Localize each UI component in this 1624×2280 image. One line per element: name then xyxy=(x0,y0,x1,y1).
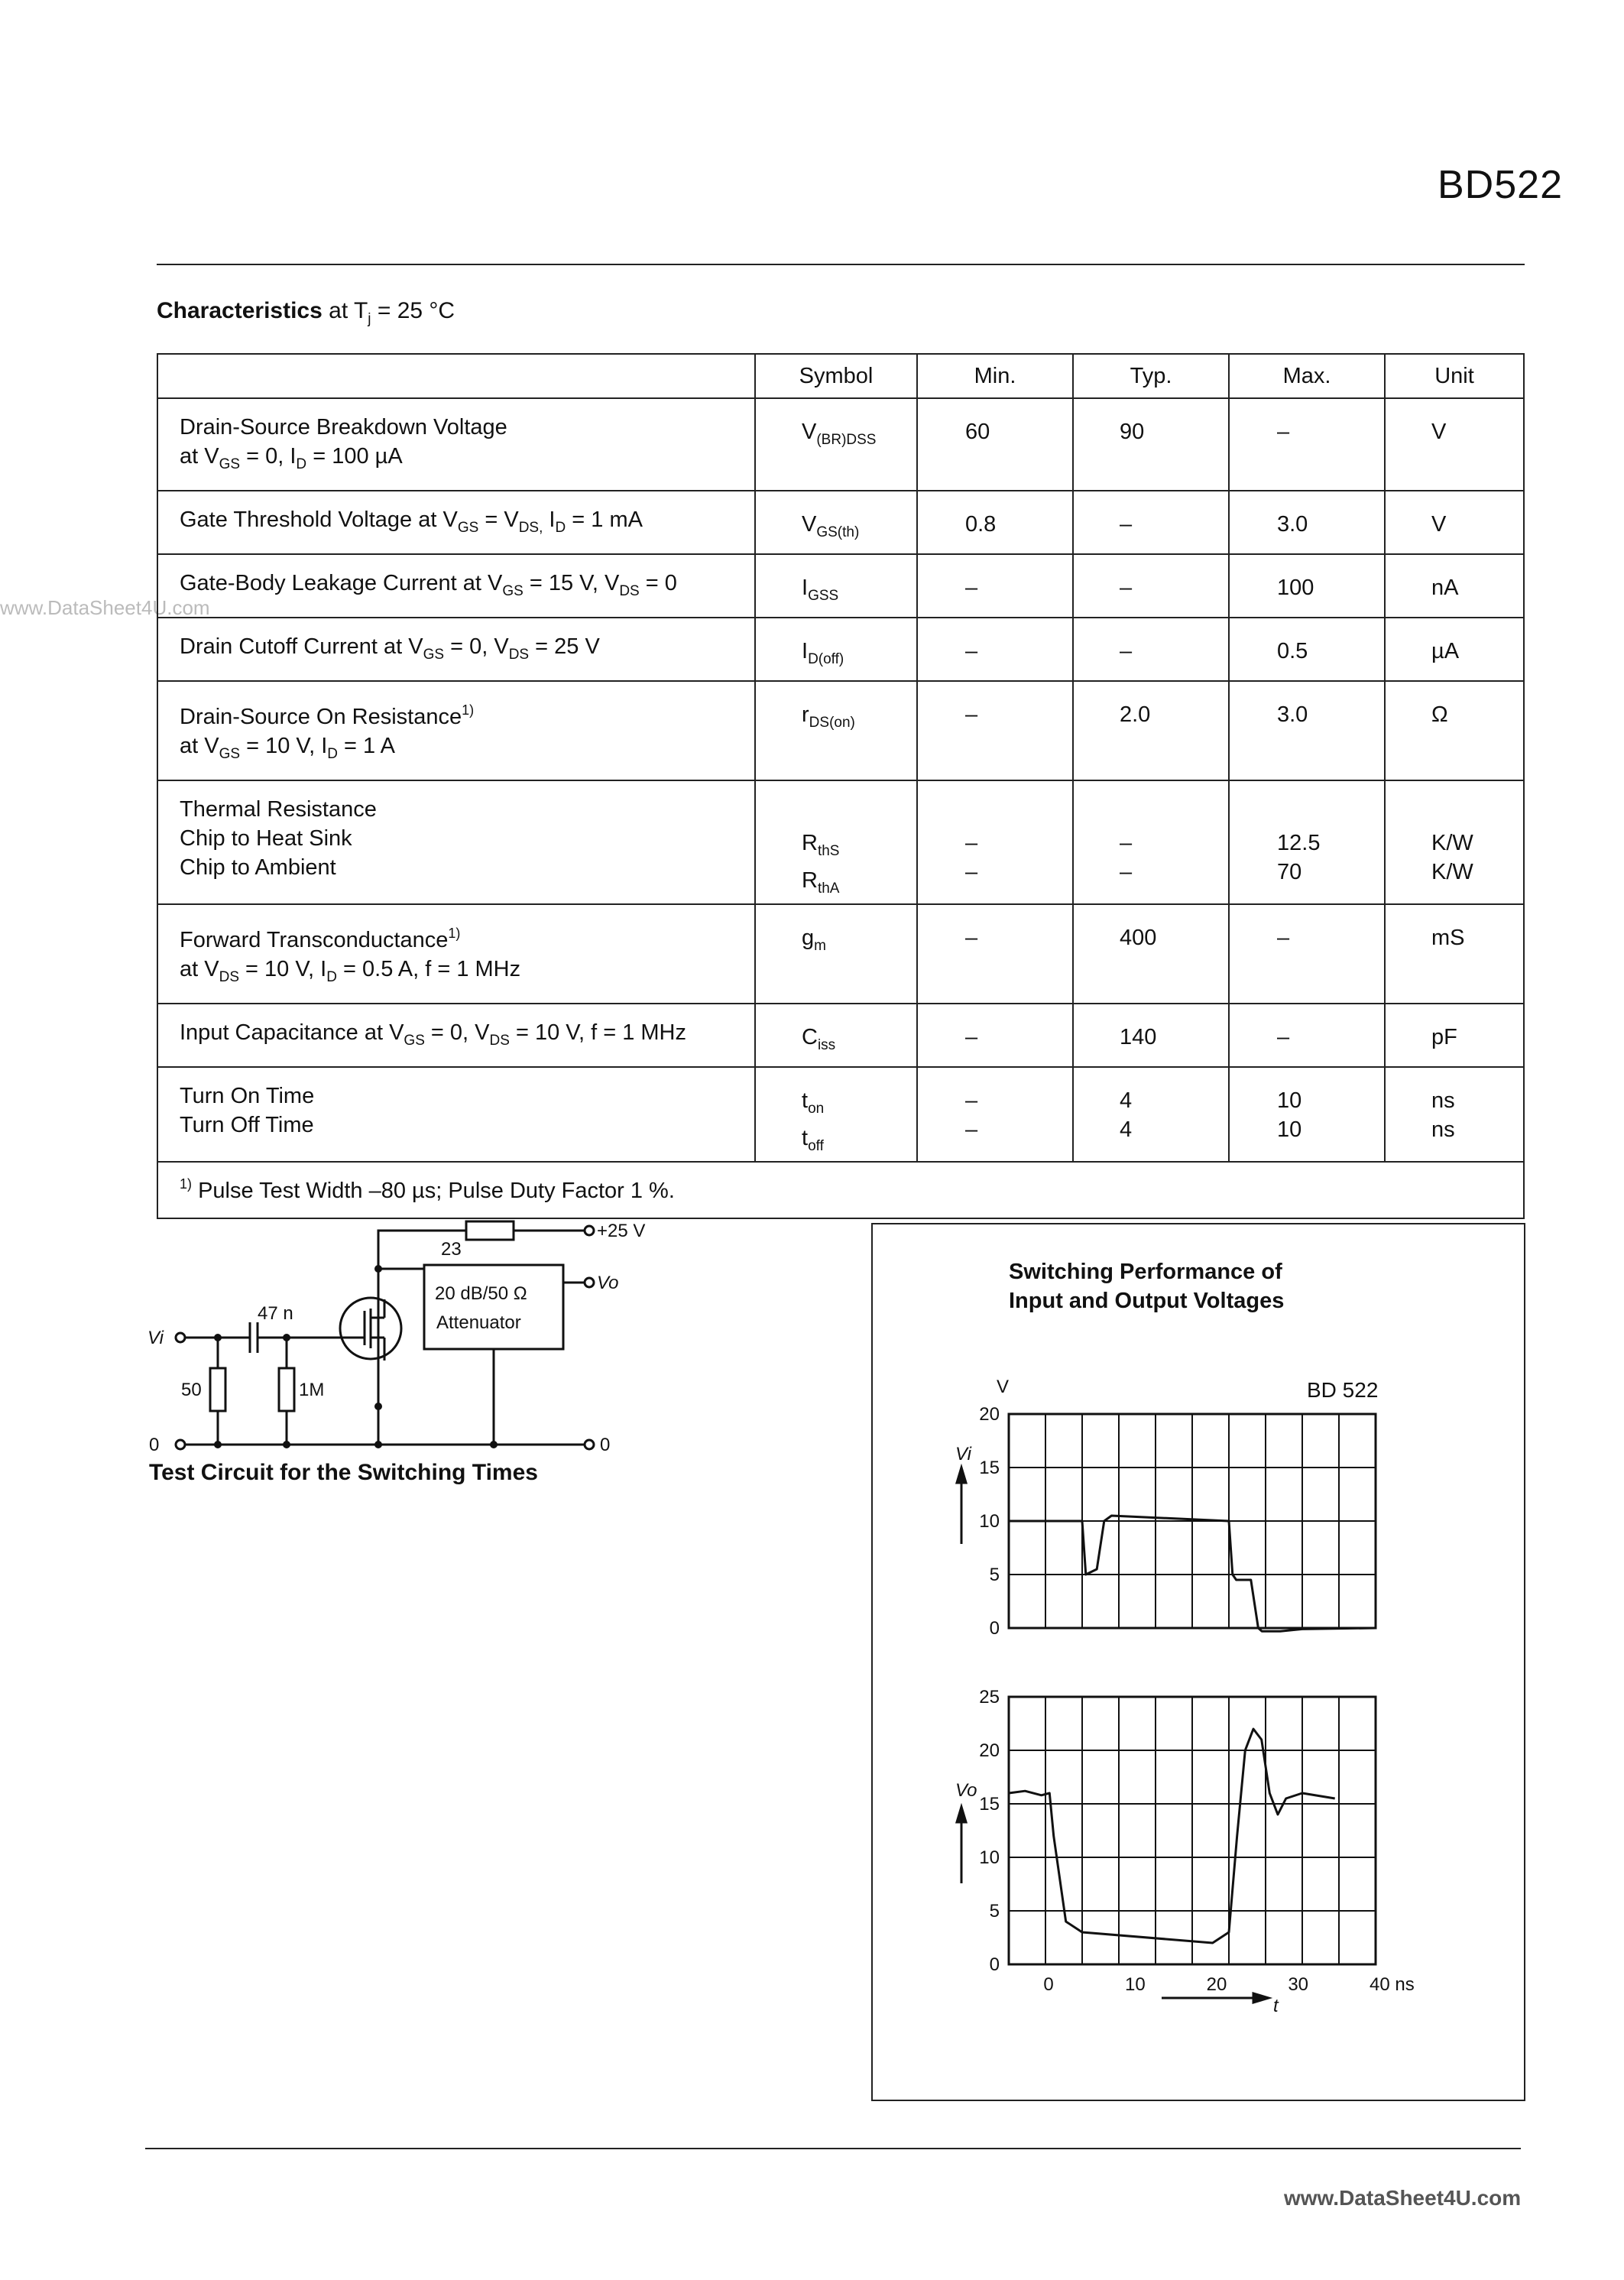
graph-title: Switching Performance of Input and Output Voltages xyxy=(1009,1260,1285,1313)
symbol-column-header: Symbol xyxy=(755,354,917,398)
y-tick-label: 20 xyxy=(979,1740,1000,1761)
param-cell: Drain-Source Breakdown Voltage at $V_{GS} = 0$, $I_D = 100$ µA xyxy=(157,398,755,491)
symbol-cell: $V_{(BR)DSS}$ xyxy=(755,398,917,491)
param-cell: Forward Transconductance$^{1)}$ at $V_{DS} = 10$ V, $I_D = 0.5$ A, f = 1 MHz xyxy=(157,904,755,1004)
input-resistor xyxy=(210,1368,225,1411)
table-row xyxy=(157,780,1524,904)
drain-resistor xyxy=(466,1221,514,1240)
ground-right-label: 0 xyxy=(600,1435,611,1452)
typ-cell: 90 xyxy=(1073,398,1229,491)
bottom-rule xyxy=(145,2148,1521,2149)
vo-axis-label: Vo xyxy=(955,1780,977,1801)
supply-terminal xyxy=(585,1226,594,1235)
unit-cell: mS xyxy=(1385,904,1524,1004)
vi-plot xyxy=(979,1404,1376,1639)
circuit-caption: Test Circuit for the Switching Times xyxy=(149,1460,538,1485)
vo-plot xyxy=(979,1687,1414,1995)
y-tick-label: 5 xyxy=(989,1901,1000,1922)
min-cell: – xyxy=(917,1004,1073,1067)
symbol-cell: $t_{on}$ $t_{off}$ xyxy=(755,1067,917,1162)
max-cell: 100 xyxy=(1229,554,1385,618)
supply-label: +25 V xyxy=(597,1221,646,1241)
typ-cell: 400 xyxy=(1073,904,1229,1004)
param-cell: Drain-Source On Resistance$^{1)}$ at $V_{GS} = 10$ V, $I_D = 1$ A xyxy=(157,681,755,780)
characteristics-table xyxy=(157,353,1525,1219)
watermark: www.DataSheet4U.com xyxy=(0,596,210,619)
unit-cell: Ω xyxy=(1385,681,1524,780)
max-cell: – xyxy=(1229,398,1385,491)
y-tick-label: 5 xyxy=(989,1565,1000,1585)
vi-axis-arrow xyxy=(957,1468,966,1483)
unit-cell: ns ns xyxy=(1385,1067,1524,1162)
table-row xyxy=(157,491,1524,554)
symbol-cell: $I_{D(off)}$ xyxy=(755,618,917,681)
symbol-cell: $C_{iss}$ xyxy=(755,1004,917,1067)
part-number-title: BD522 xyxy=(1438,163,1563,207)
drain-resistor-label: 23 xyxy=(441,1239,462,1260)
x-tick-label: 0 xyxy=(1043,1974,1054,1995)
table-row xyxy=(157,618,1524,681)
max-cell: 0.5 xyxy=(1229,618,1385,681)
unit-cell: pF xyxy=(1385,1004,1524,1067)
table-row xyxy=(157,1067,1524,1162)
table-row xyxy=(157,398,1524,491)
symbol-cell: $I_{GSS}$ xyxy=(755,554,917,618)
unit-cell: K/W K/W xyxy=(1385,780,1524,904)
switching-chart xyxy=(871,1361,1522,2025)
symbol-cell: $V_{GS(th)}$ xyxy=(755,491,917,554)
min-cell: – xyxy=(917,554,1073,618)
min-cell: – xyxy=(917,681,1073,780)
param-cell: Thermal Resistance Chip to Heat Sink Chip to Ambient xyxy=(157,780,755,904)
x-unit-label: t xyxy=(1273,1996,1279,2016)
unit-column-header: Unit xyxy=(1385,354,1524,398)
typ-cell: – xyxy=(1073,491,1229,554)
attenuator-box xyxy=(424,1265,563,1349)
max-cell: 12.5 70 xyxy=(1229,780,1385,904)
typ-cell: – xyxy=(1073,618,1229,681)
table-row xyxy=(157,681,1524,780)
max-column-header: Max. xyxy=(1229,354,1385,398)
table-header-row xyxy=(157,354,1524,398)
max-cell: 10 10 xyxy=(1229,1067,1385,1162)
capacitor-label: 47 n xyxy=(258,1303,293,1324)
min-cell: – xyxy=(917,904,1073,1004)
footer-site: www.DataSheet4U.com xyxy=(1284,2186,1522,2210)
ground-right-terminal xyxy=(585,1440,594,1449)
unit-cell: V xyxy=(1385,398,1524,491)
vi-label: Vi xyxy=(147,1328,164,1348)
param-cell: Input Capacitance at $V_{GS} = 0$, $V_{DS} = 10$ V, f = 1 MHz xyxy=(157,1004,755,1067)
param-cell: Drain Cutoff Current at $V_{GS} = 0$, $V_{DS} = 25$ V xyxy=(157,618,755,681)
symbol-cell: $R_{thS}$ $R_{thA}$ xyxy=(755,780,917,904)
vo-label: Vo xyxy=(597,1273,619,1293)
min-column-header: Min. xyxy=(917,354,1073,398)
top-rule xyxy=(157,264,1525,265)
unit-cell: V xyxy=(1385,491,1524,554)
y-tick-label: 10 xyxy=(979,1847,1000,1868)
max-cell: – xyxy=(1229,1004,1385,1067)
vi-axis-label: Vi xyxy=(955,1444,971,1464)
unit-v-label: V xyxy=(997,1377,1010,1397)
typ-cell: 2.0 xyxy=(1073,681,1229,780)
y-tick-label: 0 xyxy=(989,1954,1000,1975)
y-tick-label: 20 xyxy=(979,1404,1000,1425)
x-tick-label: 20 xyxy=(1206,1974,1227,1995)
time-arrow xyxy=(1253,1993,1269,2003)
attenuator-label-1: 20 dB/50 Ω xyxy=(435,1283,527,1304)
vo-axis-arrow xyxy=(957,1807,966,1822)
vo-terminal xyxy=(585,1278,594,1287)
typ-cell: 140 xyxy=(1073,1004,1229,1067)
characteristics-heading: Characteristics at $T_j = 25$ °C xyxy=(157,298,455,327)
ground-left-terminal xyxy=(176,1440,185,1449)
y-tick-label: 15 xyxy=(979,1458,1000,1478)
param-cell: Turn On Time Turn Off Time xyxy=(157,1067,755,1162)
table-row xyxy=(157,904,1524,1004)
x-tick-label: 40 ns xyxy=(1370,1974,1415,1995)
max-cell: 3.0 xyxy=(1229,681,1385,780)
typ-column-header: Typ. xyxy=(1073,354,1229,398)
footnote: $^{1)}$ Pulse Test Width –80 µs; Pulse Duty Factor 1 %. xyxy=(157,1162,1524,1218)
max-cell: – xyxy=(1229,904,1385,1004)
param-cell: Gate Threshold Voltage at $V_{GS} = V_{DS,}$ $I_D = 1$ mA xyxy=(157,491,755,554)
table-row xyxy=(157,1004,1524,1067)
param-column-header xyxy=(157,354,755,398)
max-cell: 3.0 xyxy=(1229,491,1385,554)
unit-cell: µA xyxy=(1385,618,1524,681)
x-tick-label: 30 xyxy=(1288,1974,1309,1995)
gate-resistor xyxy=(279,1368,294,1411)
min-cell: 0.8 xyxy=(917,491,1073,554)
min-cell: – xyxy=(917,618,1073,681)
attenuator-label-2: Attenuator xyxy=(436,1312,521,1333)
ground-left-label: 0 xyxy=(149,1435,160,1452)
typ-cell: – xyxy=(1073,554,1229,618)
input-resistor-label: 50 xyxy=(181,1380,202,1400)
min-cell: 60 xyxy=(917,398,1073,491)
test-circuit-diagram xyxy=(141,1192,692,1452)
typ-cell: 4 4 xyxy=(1073,1067,1229,1162)
typ-cell: – – xyxy=(1073,780,1229,904)
x-tick-label: 10 xyxy=(1125,1974,1146,1995)
y-tick-label: 15 xyxy=(979,1794,1000,1815)
device-label: BD 522 xyxy=(1307,1378,1379,1402)
symbol-cell: $r_{DS(on)}$ xyxy=(755,681,917,780)
table-row xyxy=(157,554,1524,618)
min-cell: – – xyxy=(917,1067,1073,1162)
y-tick-label: 0 xyxy=(989,1618,1000,1639)
unit-cell: nA xyxy=(1385,554,1524,618)
gate-resistor-label: 1M xyxy=(299,1380,325,1400)
y-tick-label: 25 xyxy=(979,1687,1000,1708)
symbol-cell: $g_m$ xyxy=(755,904,917,1004)
vi-terminal xyxy=(176,1333,185,1342)
min-cell: – – xyxy=(917,780,1073,904)
y-tick-label: 10 xyxy=(979,1511,1000,1532)
param-cell: Gate-Body Leakage Current at $V_{GS} = 15$ V, $V_{DS} = 0$ xyxy=(157,554,755,618)
